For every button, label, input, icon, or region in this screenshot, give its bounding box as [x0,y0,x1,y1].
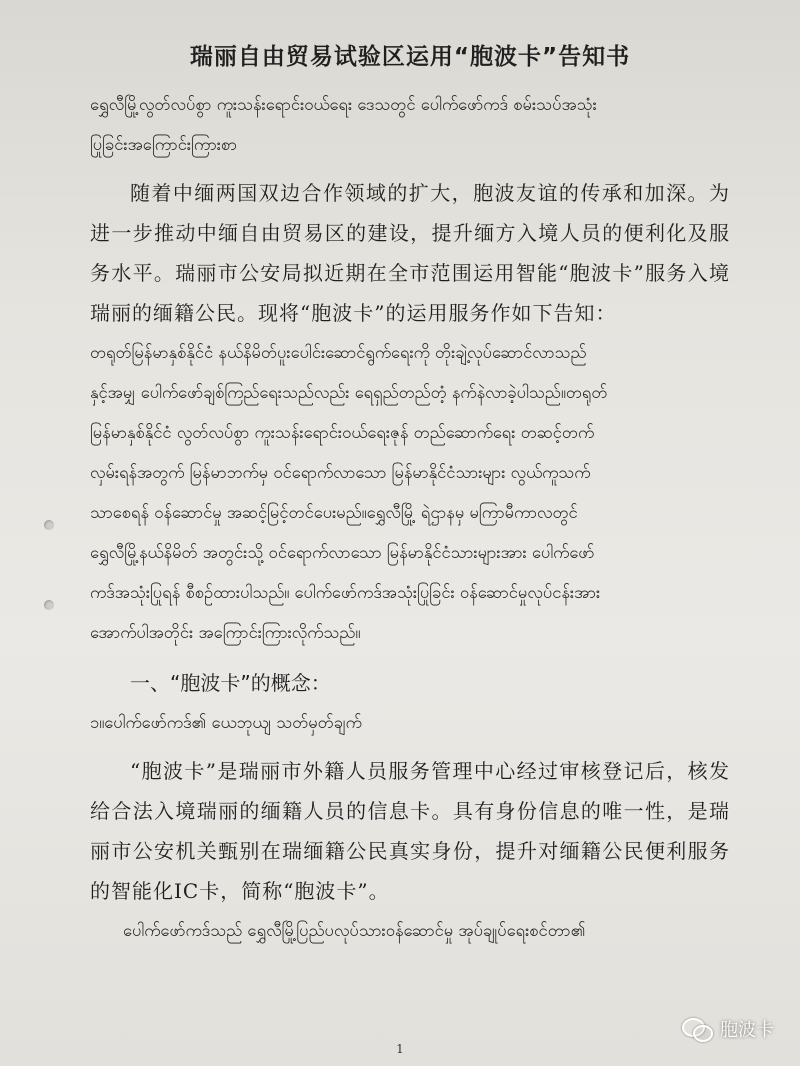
burmese-line: လှမ်းရန်အတွက် မြန်မာဘက်မှ ဝင်ရောက်လာသော မြန်မာနိုင်ငံသားများ လွယ်ကူသက် [90,463,591,482]
burmese-line: မြန်မာနှစ်နိုင်ငံ လွတ်လပ်စွာ ကူးသန်းရောင်းဝယ်ရေးဇုန် တည်ဆောက်ရေး တဆင့်တက် [90,423,595,442]
burmese-line: တရုတ်မြန်မာနှစ်နိုင်ငံ နယ်နိမိတ်ပူးပေါင်းဆောင်ရွက်ရေးကို တိုးချဲ့လုပ်ဆောင်လာသည် [90,343,587,362]
burmese-line: သာစေရန် ဝန်ဆောင်မှု အဆင့်မြင့်တင်ပေးမည်။ရွှေလီမြို့ ရဲဌာနမှ မကြာမီကာလတွင် [90,503,578,522]
section-1-body-chinese: “胞波卡”是瑞丽市外籍人员服务管理中心经过审核登记后，核发给合法入境瑞丽的缅籍人员的信息卡。具有身份信息的唯一性，是瑞丽市公安机关甄别在瑞缅籍公民真实身份，提升对缅籍公民便利服务的智能化IC卡，简称“胞波卡”。 [90,759,730,903]
punch-hole [44,520,54,530]
section-1-heading: 一、“胞波卡”的概念： [130,671,331,695]
burmese-line: ကဒ်အသုံးပြုရန် စီစဉ်ထားပါသည်။ ပေါက်ဖော်ကဒ်အသုံးပြုခြင်း ဝန်ဆောင်မှုလုပ်ငန်းအား [90,583,601,602]
watermark-label: 胞波卡 [720,1020,774,1041]
punch-hole [44,600,54,610]
burmese-line: အောက်ပါအတိုင်း အကြောင်းကြားလိုက်သည်။ [90,623,361,642]
section-1-body-burmese: ပေါက်ဖော်ကဒ်သည် ရွှေလီမြို့ပြည်ပလုပ်သားဝန်ဆောင်မှု အုပ်ချုပ်ရေးစင်တာ၏ [123,921,586,940]
title-burmese-line-1: ရွှေလီမြို့လွတ်လပ်စွာ ကူးသန်းရောင်းဝယ်ရေး ဒေသတွင် ပေါက်ဖော်ကဒ် စမ်းသပ်အသုံး [90,95,597,114]
title-burmese-line-2: ပြုခြင်းအကြောင်းကြားစာ [90,135,238,154]
burmese-line: ရွှေလီမြို့နယ်နိမိတ် အတွင်းသို့ ဝင်ရောက်လာသော မြန်မာနိုင်ငံသားများအား ပေါက်ဖော် [90,543,595,562]
section-1-heading-burmese: ၁။ပေါက်ဖော်ကဒ်၏ ယေဘုယျ သတ်မှတ်ချက် [90,713,362,732]
wechat-icon [682,1016,712,1042]
watermark [682,1016,774,1042]
document-title: 瑞丽自由贸易试验区运用“胞波卡”告知书 [189,44,631,70]
intro-paragraph-chinese: 随着中缅两国双边合作领域的扩大，胞波友谊的传承和加深。为进一步推动中缅自由贸易区的建设，提升缅方入境人员的便利化及服务水平。瑞丽市公安局拟近期在全市范围运用智能“胞波卡”服务入境瑞丽的缅籍公民。现将“胞波卡”的运用服务作如下告知： [90,181,730,325]
page-number: 1 [396,1042,404,1056]
intro-paragraph-burmese [90,333,730,653]
burmese-line: နှင့်အမျှ ပေါက်ဖော်ချစ်ကြည်ရေးသည်လည်း ရေရှည်တည်တံ့ နက်နဲလာခဲ့ပါသည်။တရုတ် [90,383,608,402]
